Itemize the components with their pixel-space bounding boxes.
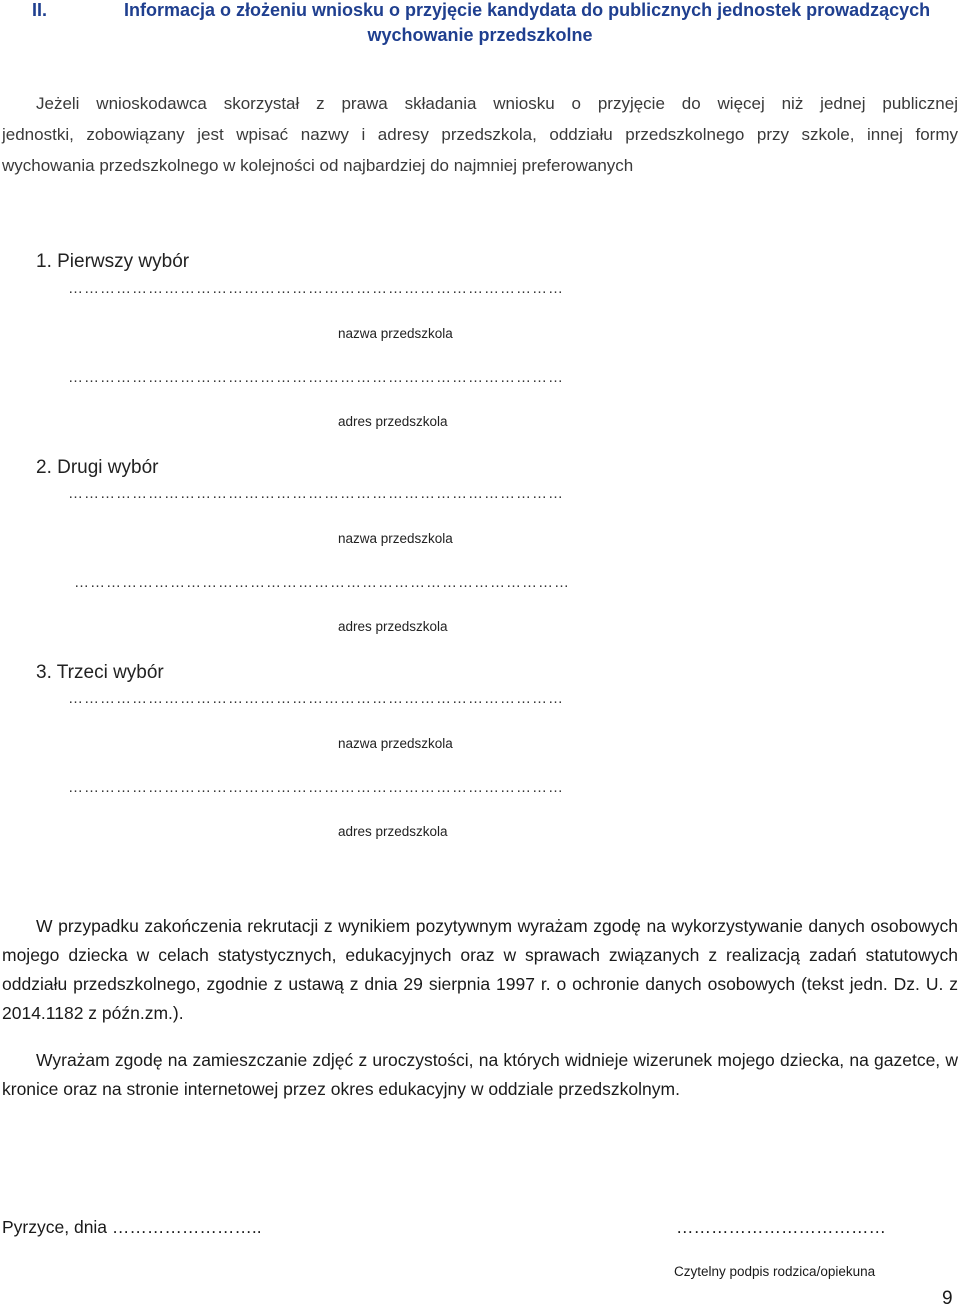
choice-2-name-field[interactable]: …………………………………………………………………………………	[68, 485, 564, 502]
choice-3-name-field[interactable]: …………………………………………………………………………………	[68, 690, 564, 707]
choice-1-label: 1. Pierwszy wybór	[36, 251, 190, 272]
intro-paragraph	[2, 88, 958, 181]
consent-data-processing: W przypadku zakończenia rekrutacji z wynikiem pozytywnym wyrażam zgodę na wykorzystywanie danych osobowych mojego dziecka w celach statystycznych, edukacyjnych oraz w sprawach związanych z realizacją zadań statutowych oddziału przedszkolnego, zgodnie z ustawą z dnia 29 sierpnia 1997 r. o ochronie danych osobowych (tekst jedn. Dz. U. z 2014.1182 z późn.zm.).	[2, 916, 958, 1023]
intro-line1: Jeżeli wnioskodawca skorzystał z prawa składania wniosku o przyjęcie do więcej niż jednej publicznej	[36, 94, 958, 113]
intro-line3: wychowania przedszkolnego w kolejności od najbardziej do najmniej preferowanych	[2, 156, 634, 175]
signature-caption: Czytelny podpis rodzica/opiekuna	[674, 1264, 876, 1279]
choice-3-address-field[interactable]: …………………………………………………………………………………	[68, 779, 564, 796]
choice-3-label: 3. Trzeci wybór	[36, 662, 164, 683]
page-number: 9	[942, 1288, 953, 1309]
section-title-line2: wychowanie przedszkolne	[367, 25, 593, 45]
consent-photos: Wyrażam zgodę na zamieszczanie zdjęć z uroczystości, na których widnieje wizerunek mojego dziecka, na gazetce, w kronice oraz na stronie internetowej przez okres edukacyjny w oddziale przedszkolnym.	[2, 1050, 958, 1099]
choice-1-name-field[interactable]: …………………………………………………………………………………	[68, 280, 564, 297]
choice-1-address-field[interactable]: …………………………………………………………………………………	[68, 369, 564, 386]
place-date-field[interactable]: Pyrzyce, dnia ……………………..	[2, 1217, 262, 1237]
section-number: II.	[32, 0, 48, 20]
choice-1-name-caption: nazwa przedszkola	[338, 326, 453, 341]
choice-3-name-caption: nazwa przedszkola	[338, 736, 453, 751]
choice-2-address-caption: adres przedszkola	[338, 619, 448, 634]
choice-2-address-field[interactable]: …………………………………………………………………………………	[74, 574, 570, 591]
choice-2-label: 2. Drugi wybór	[36, 457, 159, 478]
choice-3-address-caption: adres przedszkola	[338, 824, 448, 839]
signature-field[interactable]: ………………………………	[676, 1217, 886, 1237]
intro-line2: jednostki, zobowiązany jest wpisać nazwy i adresy przedszkola, oddziału przedszkolnego przy szkole, innej formy	[2, 125, 958, 144]
choice-1-address-caption: adres przedszkola	[338, 414, 448, 429]
section-title-line1: Informacja o złożeniu wniosku o przyjęcie kandydata do publicznych jednostek prowadzących	[124, 0, 931, 20]
choice-2-name-caption: nazwa przedszkola	[338, 531, 453, 546]
